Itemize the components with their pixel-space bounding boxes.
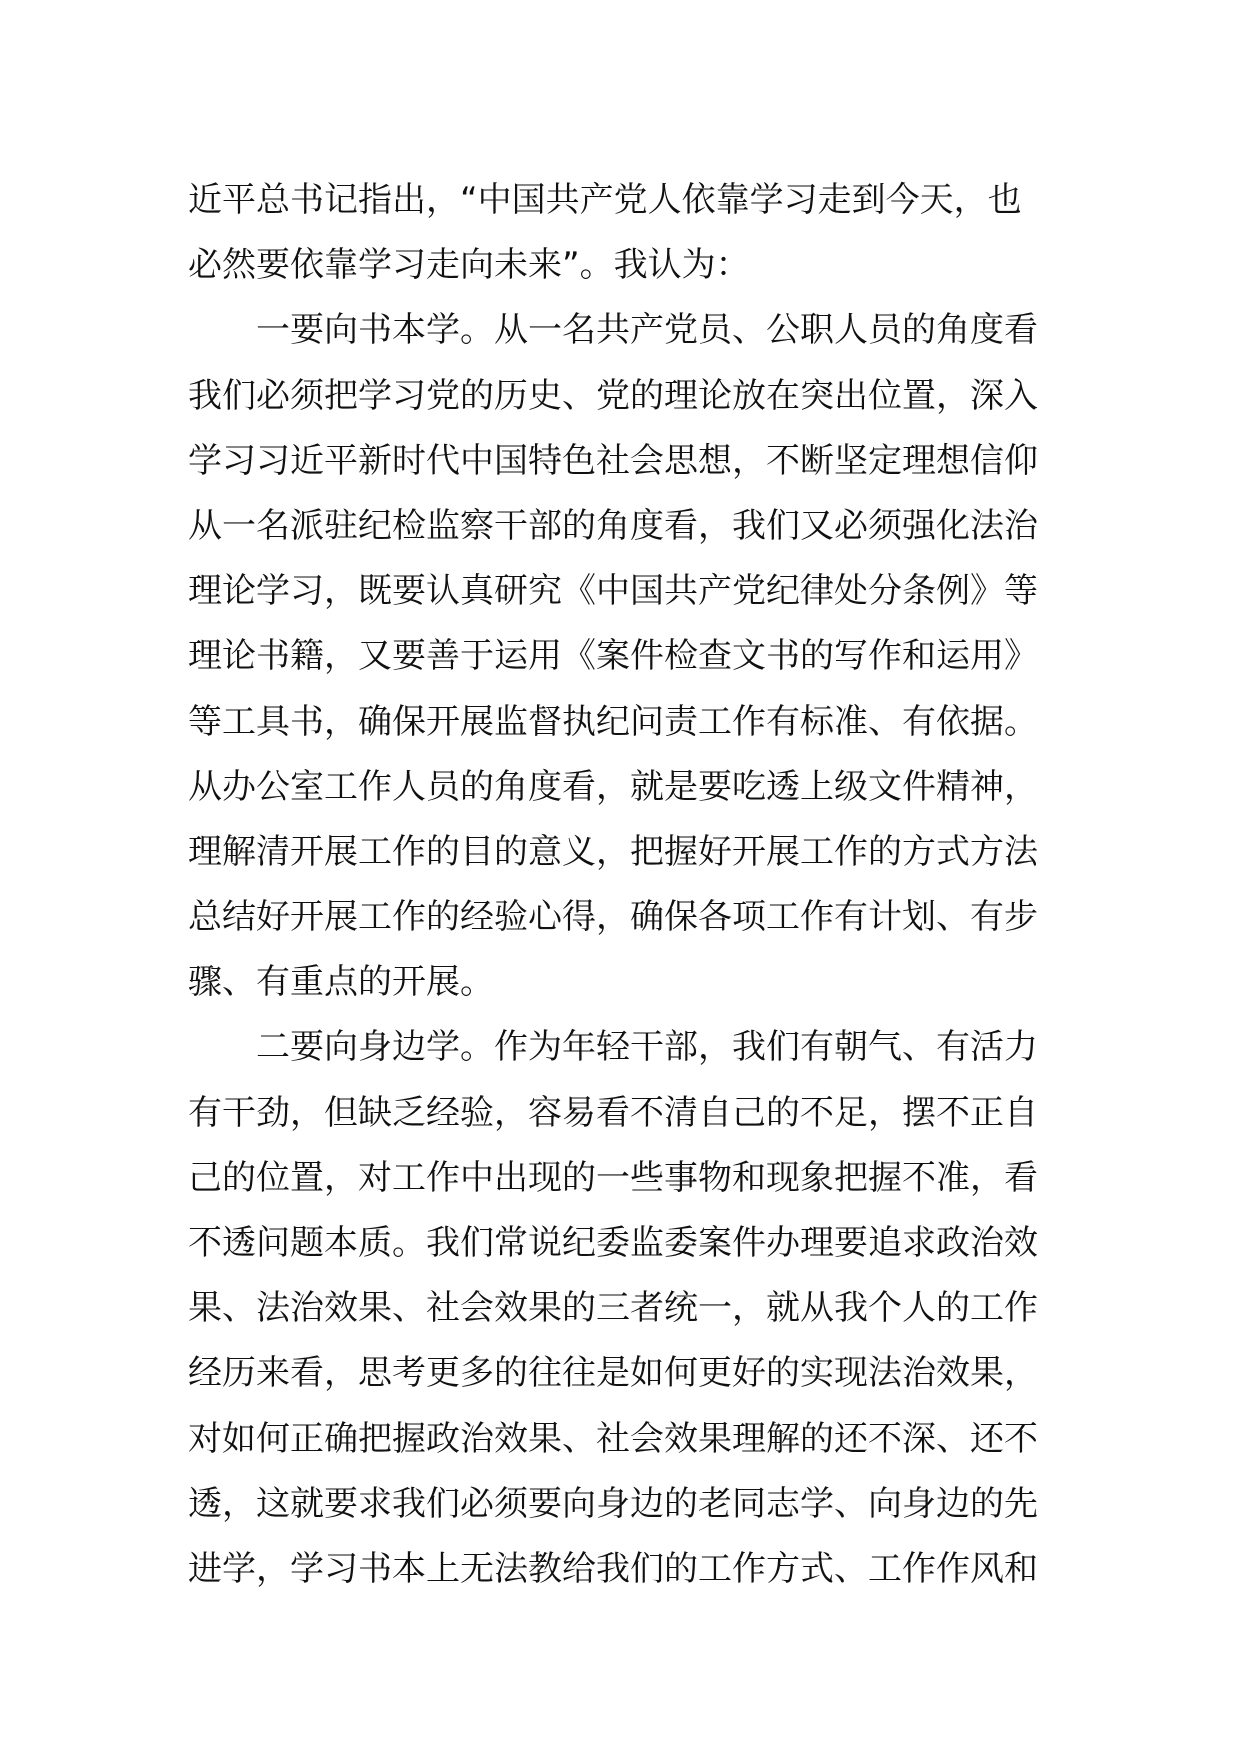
text-line: 等工具书，确保开展监督执纪问责工作有标准、有依据。: [188, 701, 1038, 742]
text-line: 近平总书记指出，“中国共产党人依靠学习走到今天，也: [188, 180, 1022, 220]
text-line: 必然要依靠学习走向未来”。我认为：: [188, 245, 750, 286]
text-line: 学习习近平新时代中国特色社会思想，不断坚定理想信仰: [188, 440, 1038, 481]
text-line: 从办公室工作人员的角度看，就是要吃透上级文件精神，: [188, 766, 1038, 807]
text-line: 理论书籍，又要善于运用《案件检查文书的写作和运用》: [188, 636, 1038, 677]
text-line: 骤、有重点的开展。: [188, 962, 494, 1003]
paragraph-start-line: 二要向身边学。作为年轻干部，我们有朝气、有活力: [256, 1027, 1038, 1068]
text-line: 经历来看，思考更多的往往是如何更好的实现法治效果，: [188, 1353, 1038, 1394]
paragraph-start-line: 一要向书本学。从一名共产党员、公职人员的角度看: [256, 310, 1038, 351]
text-line: 有干劲，但缺乏经验，容易看不清自己的不足，摆不正自: [188, 1092, 1038, 1133]
text-line: 不透问题本质。我们常说纪委监委案件办理要追求政治效: [188, 1223, 1038, 1263]
body-text: [188, 168, 1058, 1602]
text-line: 从一名派驻纪检监察干部的角度看，我们又必须强化法治: [188, 505, 1038, 546]
text-line: 对如何正确把握政治效果、社会效果理解的还不深、还不: [188, 1418, 1038, 1459]
text-line: 进学，学习书本上无法教给我们的工作方式、工作作风和: [188, 1548, 1038, 1589]
text-line: 果、法治效果、社会效果的三者统一，就从我个人的工作: [188, 1288, 1038, 1329]
text-line: 己的位置，对工作中出现的一些事物和现象把握不准，看: [188, 1157, 1038, 1198]
text-line: 透，这就要求我们必须要向身边的老同志学、向身边的先: [188, 1483, 1038, 1524]
text-line: 总结好开展工作的经验心得，确保各项工作有计划、有步: [188, 897, 1038, 938]
text-line: 我们必须把学习党的历史、党的理论放在突出位置，深入: [188, 375, 1038, 416]
text-line: 理解清开展工作的目的意义，把握好开展工作的方式方法: [188, 831, 1038, 872]
text-line: 理论学习，既要认真研究《中国共产党纪律处分条例》等: [188, 571, 1038, 612]
